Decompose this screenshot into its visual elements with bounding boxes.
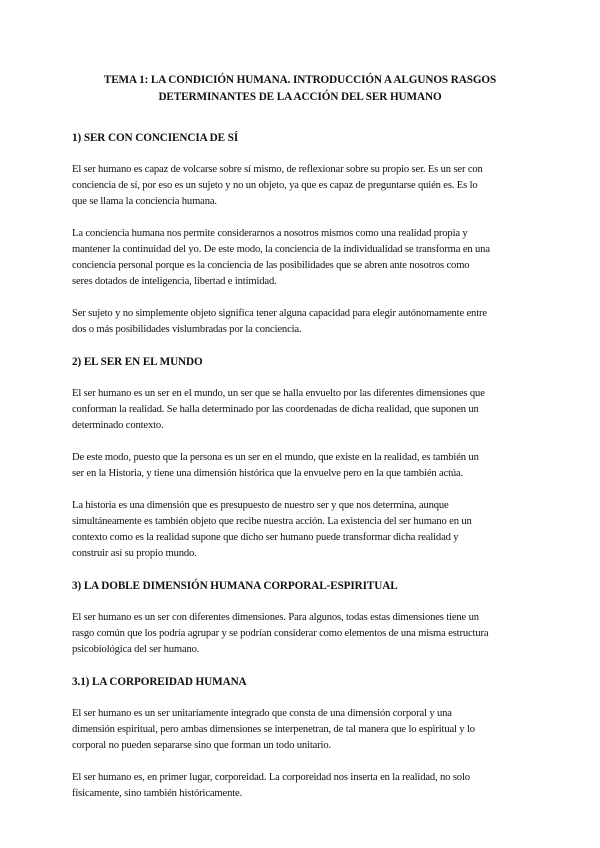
section-heading: 3) LA DOBLE DIMENSIÓN HUMANA CORPORAL-ESPIRITUAL [72,580,398,592]
section-heading: 2) EL SER EN EL MUNDO [72,356,203,368]
text-line: seres dotados de inteligencia, libertad e intimidad. [72,276,277,287]
text-line: ser en la Historia, y tiene una dimensión histórica que la envuelve pero en la que también actúa. [72,468,464,479]
paragraph [72,226,528,290]
paragraph [72,498,528,562]
paragraph [72,162,528,210]
section-heading: 1) SER CON CONCIENCIA DE SÍ [72,132,239,144]
text-line: simultáneamente es también objeto que recibe nuestra acción. La existencia del ser humano en un [72,516,472,527]
text-line: De este modo, puesto que la persona es un ser en el mundo, que existe en la realidad, es también un [72,452,479,463]
text-line: El ser humano es capaz de volcarse sobre sí mismo, de reflexionar sobre su propio ser. Es un ser con [72,164,483,175]
text-line: dimensión espiritual, pero ambas dimensiones se interpenetran, de tal manera que lo espiritual y lo [72,724,475,735]
text-line: mantener la continuidad del yo. De este modo, la conciencia de la individualidad se transforma en una [72,244,490,255]
text-line: determinado contexto. [72,420,164,431]
text-line: conciencia personal porque es la conciencia de las posibilidades que se abren ante nosotros como [72,260,470,271]
text-line: El ser humano es un ser con diferentes dimensiones. Para algunos, todas estas dimensiones tiene un [72,612,479,623]
paragraph [72,306,528,338]
section-heading: 3.1) LA CORPOREIDAD HUMANA [72,676,247,688]
text-line: El ser humano es un ser en el mundo, un ser que se halla envuelto por las diferentes dimensiones que [72,388,485,399]
paragraph [72,450,528,482]
text-line: La historia es una dimensión que es presupuesto de nuestro ser y que nos determina, aunque [72,500,449,511]
paragraph [72,610,528,658]
text-line: El ser humano es, en primer lugar, corporeidad. La corporeidad nos inserta en la realidad, no solo [72,772,470,783]
title-line: DETERMINANTES DE LA ACCIÓN DEL SER HUMANO [158,91,442,103]
text-line: dos o más posibilidades vislumbradas por la conciencia. [72,324,302,335]
title-line: TEMA 1: LA CONDICIÓN HUMANA. INTRODUCCIÓN A ALGUNOS RASGOS [103,74,497,86]
text-line: psicobiológica del ser humano. [72,644,200,655]
paragraph [72,706,528,754]
text-line: El ser humano es un ser unitariamente integrado que consta de una dimensión corporal y una [72,708,452,719]
text-line: construir así su propio mundo. [72,548,197,559]
text-line: corporal no pueden separarse sino que forman un todo unitario. [72,740,331,751]
text-line: conforman la realidad. Se halla determinado por las coordenadas de dicha realidad, que suponen un [72,404,479,415]
paragraph [72,770,528,802]
document-title [72,72,528,106]
text-line: que se llama la conciencia humana. [72,196,217,207]
text-line: contexto como es la realidad supone que dicho ser humano puede transformar dicha realidad y [72,532,459,543]
paragraph [72,386,528,434]
text-line: Ser sujeto y no simplemente objeto significa tener alguna capacidad para elegir autónomamente entre [72,308,487,319]
text-line: La conciencia humana nos permite considerarnos a nosotros mismos como una realidad propia y [72,228,468,239]
text-line: rasgo común que los podría agrupar y se podrían considerar como elementos de una misma estructura [72,628,489,639]
text-line: físicamente, sino también históricamente. [72,788,243,799]
text-line: conciencia de sí, por eso es un sujeto y no un objeto, ya que es capaz de preguntarse quién es. Es lo [72,180,478,191]
